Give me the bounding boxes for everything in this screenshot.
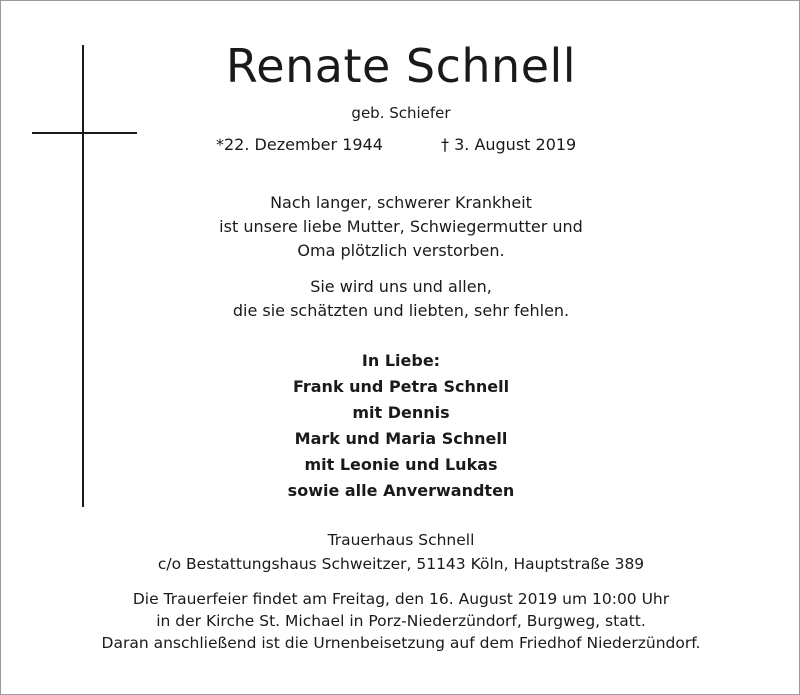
service-line: Daran anschließend ist die Urnenbeisetzung auf dem Friedhof Niederzündorf.	[101, 634, 701, 652]
message-paragraph-1	[1, 191, 800, 263]
message-paragraph-2	[1, 275, 800, 323]
family-line: mit Leonie und Lukas	[304, 455, 498, 474]
family-signature	[1, 348, 800, 504]
deceased-name: Renate Schnell	[225, 39, 577, 93]
message-line: ist unsere liebe Mutter, Schwiegermutter und	[219, 217, 583, 236]
family-line: Frank und Petra Schnell	[292, 377, 510, 396]
address-line: Trauerhaus Schnell	[327, 531, 475, 549]
message-line: Oma plötzlich verstorben.	[297, 241, 505, 260]
cross-icon-horizontal-bar	[32, 132, 137, 134]
service-line: Die Trauerfeier findet am Freitag, den 16. August 2019 um 10:00 Uhr	[132, 590, 670, 608]
family-line: In Liebe:	[361, 351, 441, 370]
mourning-house-address	[1, 528, 800, 576]
funeral-service-info	[1, 588, 800, 654]
maiden-name: geb. Schiefer	[351, 104, 451, 122]
message-line: Sie wird uns und allen,	[310, 277, 492, 296]
message-line: die sie schätzten und liebten, sehr fehlen.	[232, 301, 570, 320]
death-date: † 3. August 2019	[441, 135, 577, 154]
family-line: sowie alle Anverwandten	[287, 481, 515, 500]
birth-date: *22. Dezember 1944	[216, 135, 383, 154]
address-line: c/o Bestattungshaus Schweitzer, 51143 Köln, Hauptstraße 389	[157, 555, 645, 573]
family-line: Mark und Maria Schnell	[294, 429, 508, 448]
family-line: mit Dennis	[352, 403, 450, 422]
message-line: Nach langer, schwerer Krankheit	[270, 193, 532, 212]
service-line: in der Kirche St. Michael in Porz-Niederzündorf, Burgweg, statt.	[156, 612, 646, 630]
